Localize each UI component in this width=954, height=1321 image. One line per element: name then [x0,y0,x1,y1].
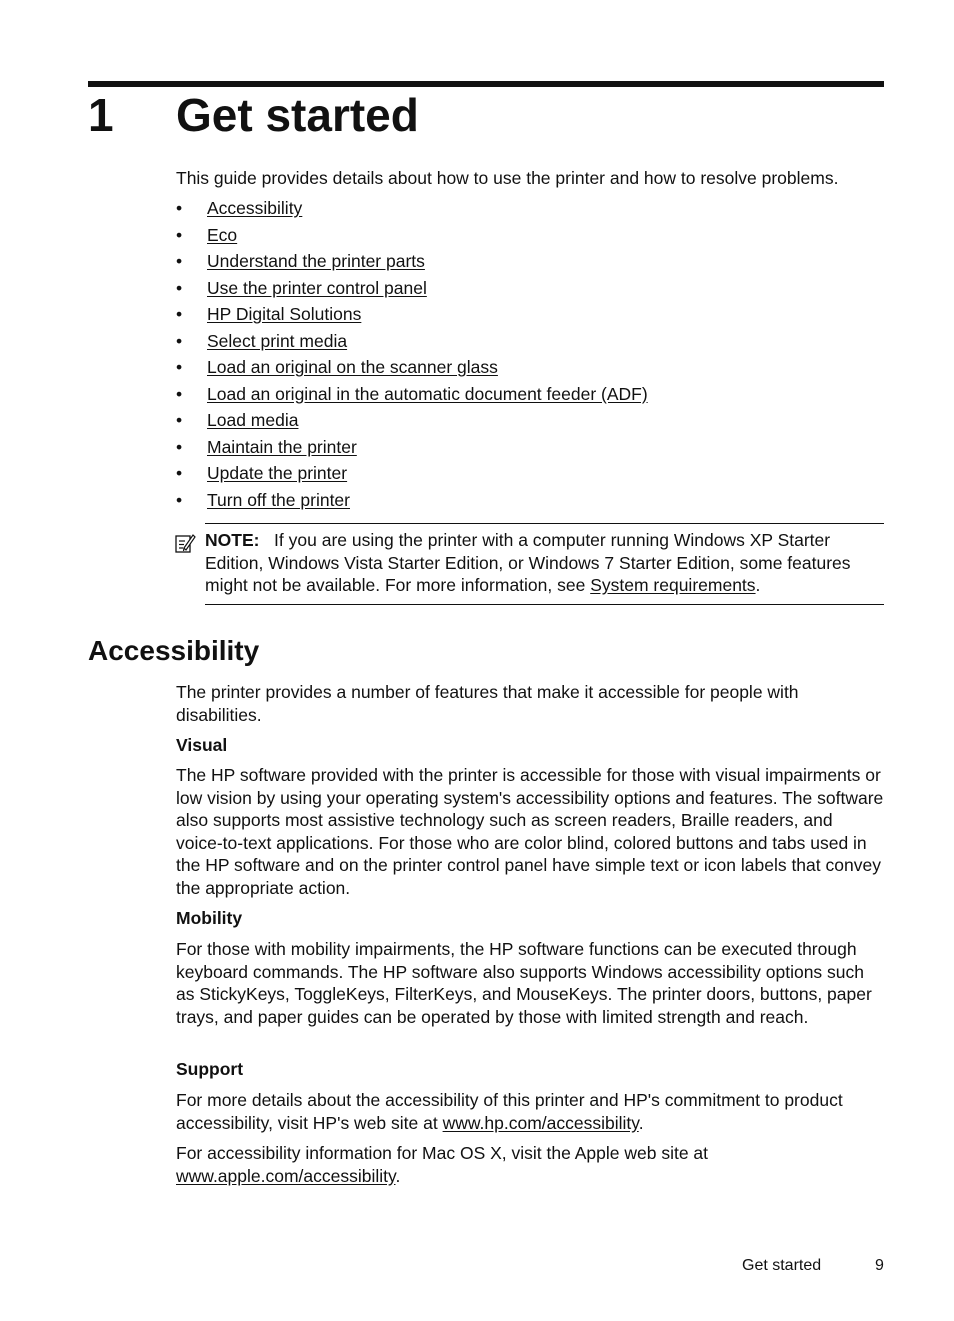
bullet: • [176,277,183,298]
note-end: . [755,575,761,595]
bullet: • [176,330,183,351]
chapter-number: 1 [88,89,114,141]
mac-text: For accessibility information for Mac OS X, visit the Apple web site at [176,1143,709,1163]
section-title-accessibility: Accessibility [88,635,260,666]
note-label: NOTE: [205,530,260,550]
hp-accessibility-link[interactable]: www.hp.com/accessibility [442,1112,639,1133]
mac-end: . [395,1165,401,1186]
footer-title: Get started [742,1257,822,1274]
system-requirements-link[interactable]: System requirements [590,575,756,595]
bullet: • [176,357,183,377]
visual-heading: Visual [176,735,228,755]
toc-link-update[interactable]: Update the printer [207,463,348,483]
bullet: • [176,410,183,430]
toc-link-printer-parts[interactable]: Understand the printer parts [207,251,425,271]
note-text [205,529,884,597]
toc-link-accessibility[interactable]: Accessibility [207,198,303,218]
page-number: 9 [875,1257,884,1274]
chapter-title: Get started [176,89,419,141]
toc-link-turn-off[interactable]: Turn off the printer [207,489,350,510]
toc-link-print-media[interactable]: Select print media [207,330,348,351]
toc-link-eco[interactable]: Eco [207,224,238,245]
visual-text: The HP software provided with the printer is accessible for those with visual impairments or low vision by using your operating system's accessibility options and features. The software also supports most assistive technology such as screen readers, Braille readers, and voice-to-text applications. For those who are color blind, colored buttons and tabs used in the HP software and on the printer control panel have simple text or icon labels that convey the appropriate action. [176,765,884,898]
toc-link-maintain[interactable]: Maintain the printer [207,436,357,457]
bullet: • [176,198,183,218]
mobility-heading: Mobility [176,908,243,928]
toc-link-digital-solutions[interactable]: HP Digital Solutions [207,304,362,324]
apple-accessibility-link[interactable]: www.apple.com/accessibility [176,1165,396,1186]
note-box [205,523,884,605]
bullet: • [176,463,183,483]
bullet: • [176,251,183,271]
note-icon [174,532,196,554]
support-paragraph [176,1089,884,1134]
note-body: If you are using the printer with a computer running Windows XP Starter Edition, Windows Vista Starter Edition, or Windows 7 Starter Edition, some features might not be available. For more information, see [205,530,851,595]
bullet: • [176,304,183,324]
mobility-text: For those with mobility impairments, the HP software functions can be executed through keyboard commands. The HP software also supports Windows accessibility options such as StickyKeys, ToggleKeys, FilterKeys, and MouseKeys. The printer doors, buttons, paper trays, and paper guides can be operated by those with limited strength and reach. [176,939,872,1027]
support-text: For more details about the accessibility of this printer and HP's commitment to product accessibility, visit HP's web site at [176,1090,843,1133]
toc-link-scanner-glass[interactable]: Load an original on the scanner glass [207,357,498,377]
support-end: . [638,1112,644,1133]
toc-link-adf[interactable]: Load an original in the automatic document feeder (ADF) [207,383,648,404]
accessibility-intro: The printer provides a number of features that make it accessible for people with disabilities. [176,682,799,725]
bullet: • [176,383,183,404]
intro-text: This guide provides details about how to use the printer and how to resolve problems. [176,168,839,188]
support-heading: Support [176,1059,244,1079]
bullet: • [176,436,183,457]
chapter-rule [88,81,884,87]
mac-paragraph [176,1142,884,1187]
toc-link-load-media[interactable]: Load media [207,410,299,430]
bullet: • [176,489,183,510]
toc-link-control-panel[interactable]: Use the printer control panel [207,277,427,298]
bullet: • [176,224,183,245]
